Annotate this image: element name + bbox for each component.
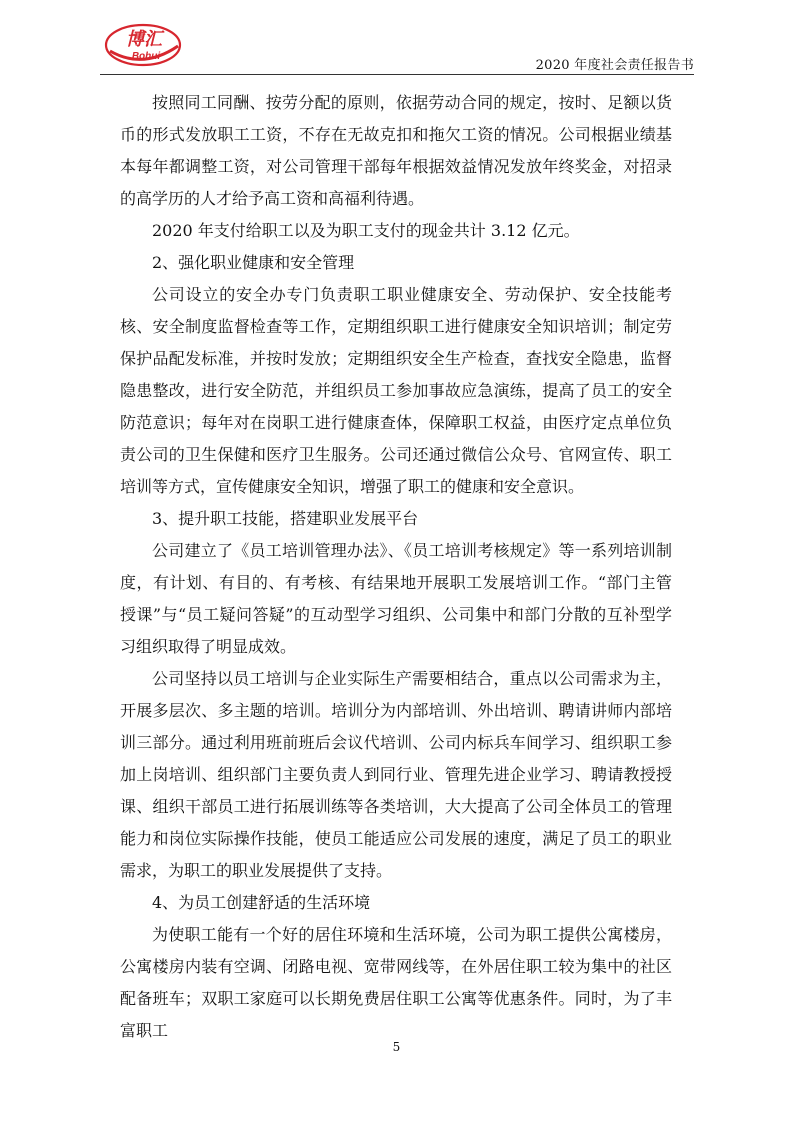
section-heading-skills: 3、提升职工技能，搭建职业发展平台 <box>152 509 419 528</box>
paragraph-training-system: 公司建立了《员工培训管理办法》、《员工培训考核规定》等一系列培训制度，有计划、有目的、有考核、有结果地开展职工发展培训工作。“部门主管授课”与“员工疑问答疑”的互动型学习组织、公司集中和部门分散的互补型学习组织取得了明显成效。 <box>120 541 672 656</box>
header-divider <box>100 74 694 75</box>
body-text <box>120 87 672 1047</box>
paragraph-cash-paid: 2020 年支付给职工以及为职工支付的现金共计 3.12 亿元。 <box>152 221 580 240</box>
paragraph-training-practice: 公司坚持以员工培训与企业实际生产需要相结合，重点以公司需求为主，开展多层次、多主题的培训。培训分为内部培训、外出培训、聘请讲师内部培训三部分。通过利用班前班后会议代培训、公司内标兵车间学习、组织职工参加上岗培训、组织部门主要负责人到同行业、管理先进企业学习、聘请教授授课、组织干部员工进行拓展训练等各类培训，大大提高了公司全体员工的管理能力和岗位实际操作技能，使员工能适应公司发展的速度，满足了员工的职业需求，为职工的职业发展提供了支持。 <box>120 669 672 880</box>
section-heading-living-environment: 4、为员工创建舒适的生活环境 <box>152 893 371 912</box>
bohui-logo <box>100 18 186 70</box>
logo-chinese-text: 博汇 <box>126 29 162 49</box>
paragraph-health-safety: 公司设立的安全办专门负责职工职业健康安全、劳动保护、安全技能考核、安全制度监督检查等工作，定期组织职工进行健康安全知识培训；制定劳保护品配发标准，并按时发放；定期组织安全生产检查，查找安全隐患，监督隐患整改，进行安全防范，并组织员工参加事故应急演练，提高了员工的安全防范意识；每年对在岗职工进行健康查体，保障职工权益，由医疗定点单位负责公司的卫生保健和医疗卫生服务。公司还通过微信公众号、官网宣传、职工培训等方式，宣传健康安全知识，增强了职工的健康和安全意识。 <box>120 285 672 496</box>
paragraph-wage-policy: 按照同工同酬、按劳分配的原则，依据劳动合同的规定，按时、足额以货币的形式发放职工工资，不存在无故克扣和拖欠工资的情况。公司根据业绩基本每年都调整工资，对公司管理干部每年根据效益情况发放年终奖金，对招录的高学历的人才给予高工资和高福利待遇。 <box>120 93 672 208</box>
report-title: 2020 年度社会责任报告书 <box>535 58 694 73</box>
section-heading-health-safety: 2、强化职业健康和安全管理 <box>152 253 355 272</box>
paragraph-living-environment: 为使职工能有一个好的居住环境和生活环境，公司为职工提供公寓楼房，公寓楼房内装有空调、闭路电视、宽带网线等，在外居住职工较为集中的社区配备班车；双职工家庭可以长期免费居住职工公寓等优惠条件。同时，为了丰富职工 <box>120 925 672 1040</box>
page-header <box>100 18 694 74</box>
logo-english-text: Bohui <box>131 51 161 62</box>
bohui-logo-icon <box>100 18 186 70</box>
page-number: 5 <box>392 1040 401 1054</box>
